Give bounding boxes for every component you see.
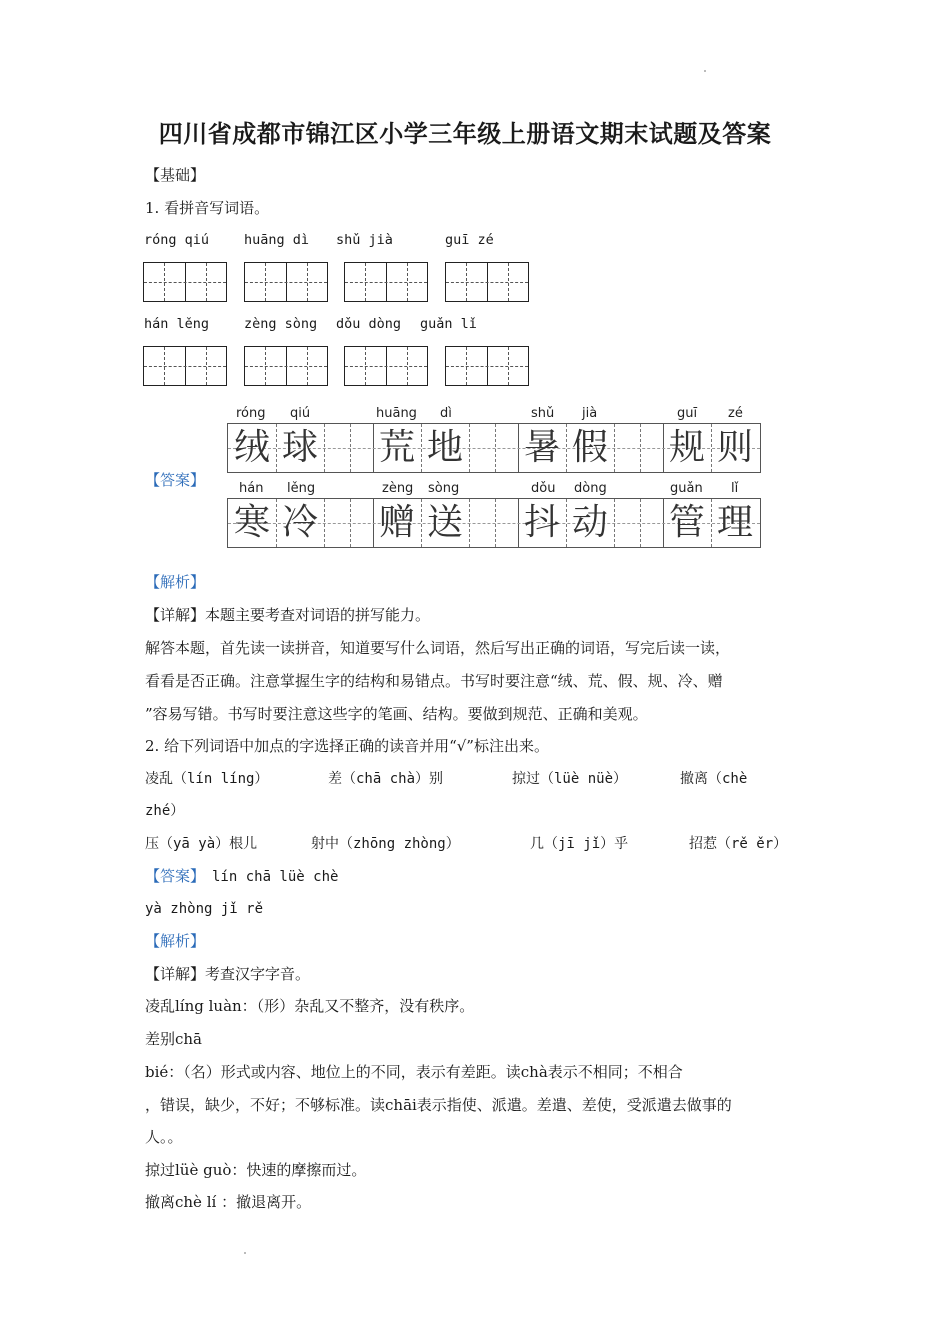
reading-item: 几（jī jǐ）乎 bbox=[530, 836, 629, 852]
answer-label: 【答案】 bbox=[145, 867, 206, 885]
answer-char: 规 bbox=[668, 427, 705, 468]
answer-char: 理 bbox=[716, 502, 753, 543]
answer-readings: lín chā lüè chè bbox=[212, 869, 339, 885]
answer-pinyin: lěng bbox=[287, 481, 316, 496]
detail-text: 【详解】考查汉字字音。 bbox=[145, 965, 311, 983]
answer-char: 寒 bbox=[233, 502, 270, 543]
answer-pinyin: sòng bbox=[428, 481, 460, 496]
answer-grid-row bbox=[227, 423, 761, 473]
answer-char: 荒 bbox=[378, 427, 415, 468]
explanation-line: 掠过lüè guò：快速的摩擦而过。 bbox=[145, 1161, 367, 1179]
answer-char: 假 bbox=[571, 427, 608, 468]
explanation-line: 解答本题，首先读一读拼音，知道要写什么词语，然后写出正确的词语，写完后读一读， bbox=[145, 639, 731, 657]
pinyin-label: dǒu dòng bbox=[336, 316, 402, 332]
writing-grid[interactable] bbox=[244, 262, 328, 302]
pinyin-label: guǎn lǐ bbox=[420, 316, 477, 332]
analysis-label: 【解析】 bbox=[145, 573, 206, 591]
explanation-line: 看看是否正确。注意掌握生字的结构和易错点。书写时要注意“绒、荒、假、规、冷、赠 bbox=[145, 672, 723, 690]
writing-grid[interactable] bbox=[143, 262, 227, 302]
scan-dot bbox=[704, 70, 706, 72]
reading-item: 撤离（chè bbox=[680, 771, 748, 787]
answer-label: 【答案】 bbox=[145, 471, 206, 489]
writing-grid[interactable] bbox=[244, 346, 328, 386]
answer-char: 绒 bbox=[233, 427, 270, 468]
reading-item-wrap: zhé） bbox=[145, 803, 185, 819]
pinyin-label: shǔ jià bbox=[336, 232, 393, 248]
pinyin-label: hán lěng bbox=[144, 316, 210, 332]
answer-char: 则 bbox=[716, 427, 753, 468]
answer-char: 送 bbox=[426, 502, 463, 543]
answer-char: 球 bbox=[281, 427, 318, 468]
explanation-line: bié：（名）形式或内容、地位上的不同，表示有差距。读chà表示不相同；不相合 bbox=[145, 1063, 683, 1081]
reading-item: 凌乱（lín líng） bbox=[145, 771, 269, 787]
answer-char: 动 bbox=[571, 502, 608, 543]
answer-char: 管 bbox=[668, 502, 705, 543]
answer-pinyin: dòng bbox=[574, 481, 607, 496]
section-heading: 【基础】 bbox=[145, 166, 206, 184]
reading-item: 掠过（lüè nüè） bbox=[512, 771, 628, 787]
answer-pinyin: dì bbox=[440, 406, 452, 421]
answer-char: 赠 bbox=[378, 502, 415, 543]
answer-pinyin: dǒu bbox=[531, 481, 556, 496]
explanation-line: 凌乱líng luàn：（形）杂乱又不整齐，没有秩序。 bbox=[145, 997, 475, 1015]
pinyin-label: zèng sòng bbox=[244, 316, 318, 332]
pinyin-label: huāng dì bbox=[244, 232, 310, 248]
q1-prompt: 1. 看拼音写词语。 bbox=[145, 199, 270, 217]
writing-grid[interactable] bbox=[344, 346, 428, 386]
writing-grid[interactable] bbox=[344, 262, 428, 302]
answer-pinyin: guī bbox=[677, 406, 698, 421]
answer-char: 地 bbox=[426, 427, 463, 468]
answer-pinyin: shǔ bbox=[531, 406, 555, 421]
answer-pinyin: zé bbox=[728, 406, 743, 421]
answer-pinyin: róng bbox=[236, 406, 266, 421]
answer-pinyin: huāng bbox=[376, 406, 417, 421]
pinyin-label: guī zé bbox=[445, 232, 494, 248]
answer-grid-row bbox=[227, 498, 761, 548]
detail-text: 【详解】本题主要考查对词语的拼写能力。 bbox=[145, 606, 431, 624]
answer-char: 冷 bbox=[281, 502, 318, 543]
answer-pinyin: qiú bbox=[290, 406, 311, 421]
answer-pinyin: jià bbox=[582, 406, 598, 421]
explanation-line: ，错误，缺少，不好；不够标准。读chāi表示指使、派遣。差遣、差使，受派遣去做事的 bbox=[145, 1096, 732, 1114]
writing-grid[interactable] bbox=[445, 262, 529, 302]
answer-pinyin: zèng bbox=[382, 481, 414, 496]
page-title: 四川省成都市锦江区小学三年级上册语文期末试题及答案 bbox=[158, 120, 772, 148]
answer-pinyin: hán bbox=[239, 481, 264, 496]
q2-prompt: 2. 给下列词语中加点的字选择正确的读音并用“√”标注出来。 bbox=[145, 737, 549, 755]
explanation-line: ”容易写错。书写时要注意这些字的笔画、结构。要做到规范、正确和美观。 bbox=[145, 705, 648, 723]
scan-dot bbox=[244, 1252, 246, 1254]
reading-item: 压（yā yà）根儿 bbox=[145, 836, 258, 852]
answer-pinyin: lǐ bbox=[731, 481, 739, 496]
answer-pinyin: guǎn bbox=[670, 481, 703, 496]
explanation-line: 差别chā bbox=[145, 1030, 203, 1048]
reading-item: 差（chā chà）别 bbox=[328, 771, 444, 787]
reading-item: 射中（zhōng zhòng） bbox=[311, 836, 460, 852]
explanation-line: 撤离chè lí ：撤退离开。 bbox=[145, 1193, 312, 1211]
writing-grid[interactable] bbox=[143, 346, 227, 386]
answer-char: 抖 bbox=[523, 502, 560, 543]
writing-grid[interactable] bbox=[445, 346, 529, 386]
answer-char: 暑 bbox=[523, 427, 560, 468]
pinyin-label: róng qiú bbox=[144, 232, 210, 248]
explanation-line: 人。。 bbox=[145, 1128, 183, 1146]
analysis-label: 【解析】 bbox=[145, 932, 206, 950]
answer-readings: yà zhòng jǐ rě bbox=[145, 901, 264, 917]
reading-item: 招惹（rě ěr） bbox=[689, 836, 788, 852]
